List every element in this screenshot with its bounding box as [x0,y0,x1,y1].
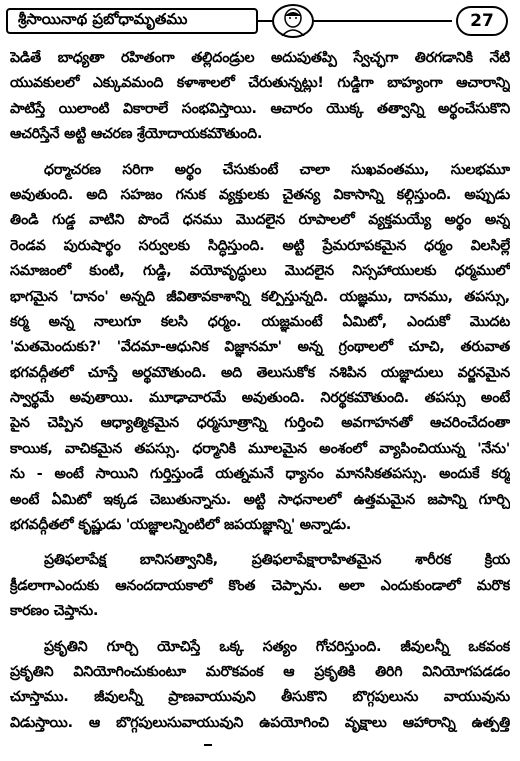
book-title: శ్రీసాయినాథ ప్రబోధామృతము [6,8,258,34]
text-line: ధర్మాచరణ సరిగా అర్థం చేసుకుంటే చాలా సుఖవంతము, సులభమూ [44,161,510,178]
text-line: ను - అంటే సాయిని గుర్తిస్తుండే యత్నమనే ధ్యానం మానసికతపస్సు. అందుకే కర్మ [10,466,510,483]
header-rule-left [258,20,272,22]
text-line: ప్రకృతిని గూర్చి యోచిస్తే ఒక్క సత్యం గోచరిస్తుంది. జీవులన్నీ ఒకవంక [44,638,510,655]
page-number: 27 [456,6,508,36]
header-rule-right [314,20,452,22]
text-line: భగవద్గీతలో కృష్ణుడు 'యజ్ఞాలన్నింటిలో జపయజ్ఞాన్ని' అన్నాడు. [10,517,352,534]
text-line: అంటే ఏమిటో ఇక్కడ చెబుతున్నాను. అట్టి సాధనాలలో ఉత్తమమైన జపాన్ని గూర్చి [10,491,510,508]
text-line: ప్రతిఫలాపేక్ష బానిసత్వానికి, ప్రతిఫలాపేక్షారాహితమైన శారీరక క్రియ [44,552,510,569]
text-line: కాయిక, వాచికమైన తపస్సు. ధర్మానికి మూలమైన అంశంలో వ్యాపించియున్న 'నేను' [10,440,510,457]
paragraph [10,548,510,624]
text-line: అవుతుంది. అది సహజం గనుక వ్యక్తులకు చైతన్య వికాసాన్ని కల్గిస్తుంది. అప్పుడు [10,186,510,203]
text-line: పాటిస్తే యిలాంటి వికారాలే సంభవిస్తాయి. ఆచారం యొక్క తత్వాన్ని అర్థంచేసుకొని [10,100,510,117]
text-line: రెండవ పురుషార్థం సర్వులకు సిద్ధిస్తుంది. అట్టి ప్రేమరూపకమైన ధర్మం విలసిల్లే [10,237,510,254]
footer-mark [204,744,212,746]
text-line: భాగమైన 'దానం' అన్నది జీవితావకాశాన్ని కల్పిస్తున్నది. యజ్ఞము, దానము, తపస్సు, [10,288,510,305]
text-line: ప్రకృతిని వినియోగించుకుంటూ మరొకవంక ఆ ప్రకృతికి తిరిగి వినియోగపడడం [10,663,510,680]
text-line: స్వార్థమే అవుతాయి. మూఢాచారమే అవుతుంది. నిరర్థకమౌతుంది. తపస్సు అంటే [10,390,510,407]
page-header [6,4,514,40]
text-line: కర్మ అన్న నాలుగూ కలసి ధర్మం. యజ్ఞమంటే ఏమిటో, ఎందుకో మొదట [10,313,510,330]
text-line: యువకులలో ఎక్కువమంది కళాశాలలో చేరుతున్నట్లు! గుడ్డిగా బాహ్యంగా ఆచారాన్ని [10,75,510,92]
text-line: సమాజంలో కుంటి, గుడ్డి, వయోవృద్ధులు మొదలైన నిస్సహాయులకు ధర్మములో [10,263,510,280]
text-line: కారణం చెప్తాను. [10,603,99,620]
text-line: విడుస్తాయి. ఆ బొగ్గపులుసువాయువుని ఉపయోగించి వృక్షాలు ఆహారాన్ని ఉత్పత్తి [10,714,510,731]
sai-portrait-icon [272,4,314,38]
paragraph [10,158,510,539]
paragraph [10,635,510,737]
text-line: క్రీడలాగాఎందుకు ఆనందదాయకాలో కొంత చెప్పాను. అలా ఎందుకుండాలో మరొక [10,577,510,594]
text-line: ఆచరిస్తేనే అట్టి ఆచరణ శ్రేయోదాయకమౌతుంది. [10,126,263,143]
text-line: పైన చెప్పిన ఆధ్యాత్మికమైన ధర్మసూత్రాన్ని గుర్తించి అవగాహనతో ఆచరించేదంతా [10,415,510,432]
text-line: పెడితే బాధ్యతా రహితంగా తల్లిదండ్రుల అదుపుతప్పి స్వేచ్ఛగా తిరగడానికి నేటి [10,50,510,66]
text-line: భగవద్గీతలో చూస్తే అర్థమౌతుంది. అది తెలుసుకోక నశిపిన యజ్ఞాదులు వర్జనమైన [10,364,510,381]
text-line: తిండి గుడ్డ వాటిని పొందే ధనము మొదలైన రూపాలలో వ్యక్తమయ్యే అర్థం అన్న [10,212,510,229]
text-line: 'మతమెందుకు?' 'వేదమా-ఆధునిక విజ్ఞానమా' అన్న గ్రంథాలలో చూచి, తరువాత [10,339,510,356]
page-body [10,46,510,746]
text-line: చూస్తాము. జీవులన్నీ ప్రాణవాయువుని తీసుకొని బొగ్గపులును వాయువును [10,689,510,706]
paragraph [10,46,510,148]
